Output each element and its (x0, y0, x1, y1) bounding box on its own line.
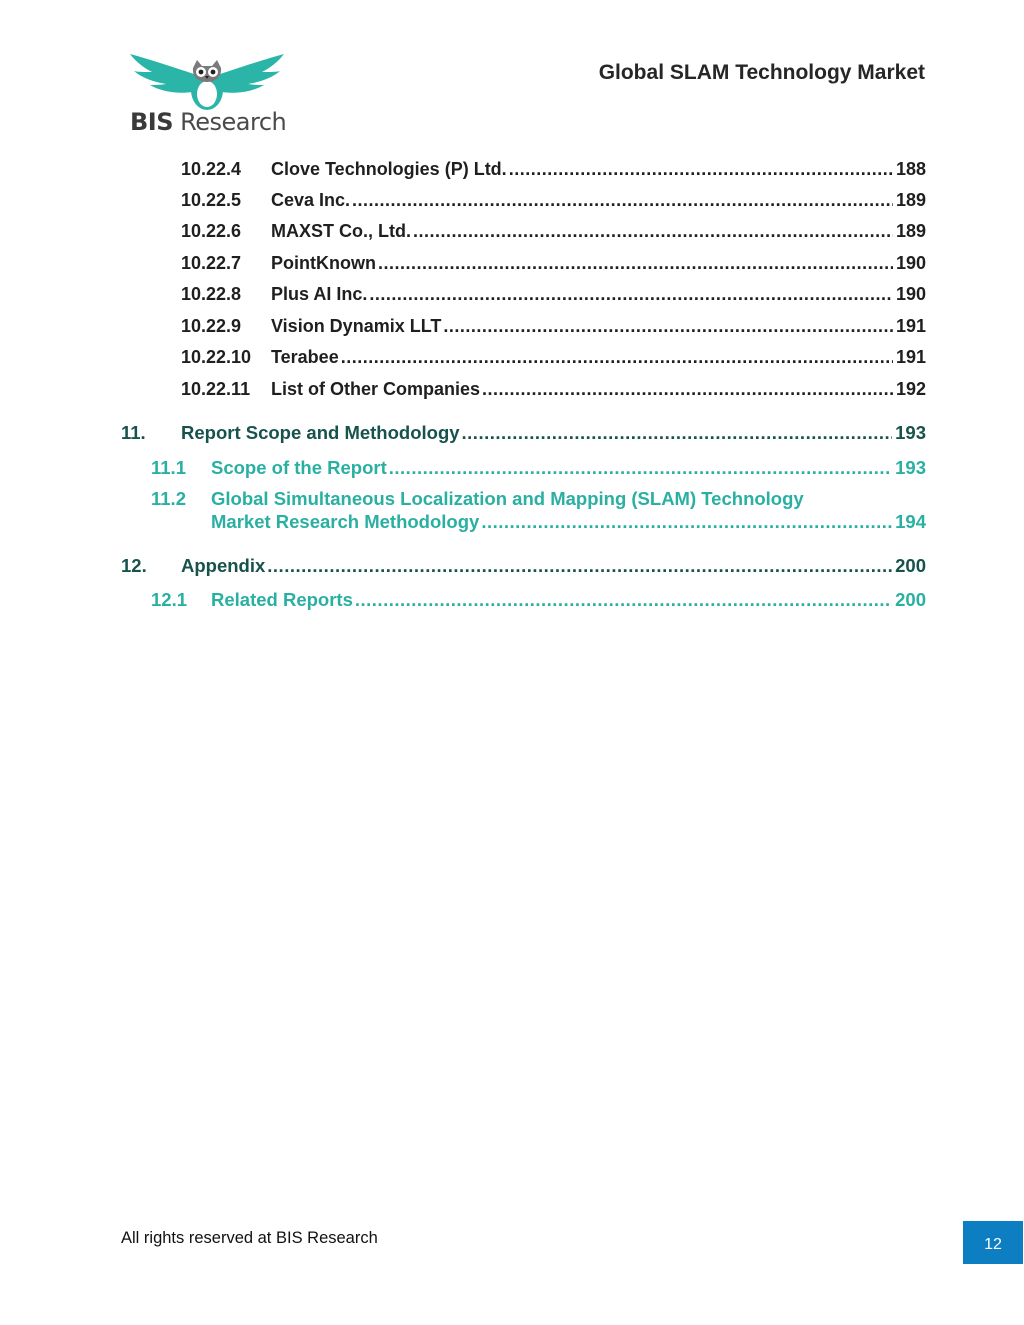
toc-dot-leader (509, 159, 893, 180)
toc-entry-number: 10.22.6 (181, 221, 242, 241)
toc-chapter-label: Report Scope and Methodology (181, 422, 460, 443)
toc-dot-leader (341, 347, 893, 368)
toc-entry-number: 10.22.8 (181, 284, 242, 304)
toc-chapter-page: 200 (895, 555, 926, 576)
toc-dot-leader (481, 511, 892, 533)
toc-section-page: 193 (895, 457, 926, 478)
toc-dot-leader (267, 555, 892, 577)
toc-section-label: Global Simultaneous Localization and Mapping (SLAM) Technology (211, 488, 804, 509)
toc-entry-number: 10.22.10 (181, 347, 252, 367)
toc-section-number: 11.2 (151, 488, 186, 509)
toc-dot-leader (462, 422, 893, 444)
toc-entry-10-22-5[interactable] (181, 190, 926, 211)
toc-entry-number: 10.22.9 (181, 316, 242, 336)
toc-entry-label: List of Other Companies (271, 379, 481, 399)
toc-chapter-11[interactable] (121, 422, 926, 444)
toc-entry-10-22-6[interactable] (181, 221, 926, 242)
toc-entry-label: Terabee (271, 347, 339, 367)
toc-section-11-2-line2[interactable] (211, 511, 926, 533)
toc-entry-page: 192 (895, 379, 926, 399)
toc-dot-leader (413, 221, 893, 242)
toc-entry-page: 190 (895, 253, 926, 273)
toc-entry-label: MAXST Co., Ltd. (271, 221, 411, 241)
toc-dot-leader (369, 284, 893, 305)
toc-section-number: 12.1 (151, 589, 188, 610)
toc-section-11-2-line1[interactable] (151, 488, 804, 510)
toc-entry-10-22-9[interactable] (181, 316, 926, 337)
toc-section-label: Related Reports (211, 589, 353, 610)
toc-entry-10-22-10[interactable] (181, 347, 926, 368)
toc-entry-page: 189 (895, 190, 926, 210)
toc-dot-leader (443, 316, 893, 337)
page-number-badge: 12 (963, 1221, 1023, 1264)
logo-wordmark: BIS Research (130, 108, 287, 136)
toc-chapter-number: 11. (121, 422, 146, 443)
toc-section-label-continued: Market Research Methodology (211, 511, 480, 532)
toc-entry-page: 191 (895, 347, 926, 367)
document-title: Global SLAM Technology Market (598, 61, 925, 84)
toc-entry-page: 188 (895, 159, 926, 179)
toc-entry-number: 10.22.5 (181, 190, 242, 210)
toc-dot-leader (352, 190, 893, 211)
toc-entry-page: 189 (895, 221, 926, 241)
footer-rights-text: All rights reserved at BIS Research (121, 1229, 378, 1247)
toc-entry-10-22-8[interactable] (181, 284, 926, 305)
toc-entry-number: 10.22.7 (181, 253, 242, 273)
toc-entry-page: 191 (895, 316, 926, 336)
toc-dot-leader (389, 457, 892, 479)
toc-entry-10-22-11[interactable] (181, 379, 926, 400)
toc-entry-number: 10.22.11 (181, 379, 251, 399)
toc-section-page: 194 (895, 511, 926, 532)
toc-dot-leader (482, 379, 893, 400)
toc-entry-label: PointKnown (271, 253, 376, 273)
toc-entry-number: 10.22.4 (181, 159, 242, 179)
toc-section-label: Scope of the Report (211, 457, 387, 478)
toc-entry-label: Plus AI Inc. (271, 284, 368, 304)
toc-section-page: 200 (895, 589, 926, 610)
toc-entry-10-22-7[interactable] (181, 253, 926, 274)
toc-section-12-1[interactable] (151, 589, 926, 611)
toc-entry-label: Ceva Inc. (271, 190, 351, 210)
toc-section-11-1[interactable] (151, 457, 926, 479)
toc-dot-leader (355, 589, 892, 611)
toc-entry-label: Clove Technologies (P) Ltd. (271, 159, 507, 179)
toc-chapter-page: 193 (895, 422, 926, 443)
toc-entry-10-22-4[interactable] (181, 159, 926, 180)
toc-entry-label: Vision Dynamix LLT (271, 316, 442, 336)
toc-chapter-number: 12. (121, 555, 147, 576)
toc-chapter-label: Appendix (181, 555, 266, 576)
toc-section-number: 11.1 (151, 457, 186, 478)
toc-entry-page: 190 (895, 284, 926, 304)
toc-chapter-12[interactable] (121, 555, 926, 577)
toc-dot-leader (378, 253, 893, 274)
